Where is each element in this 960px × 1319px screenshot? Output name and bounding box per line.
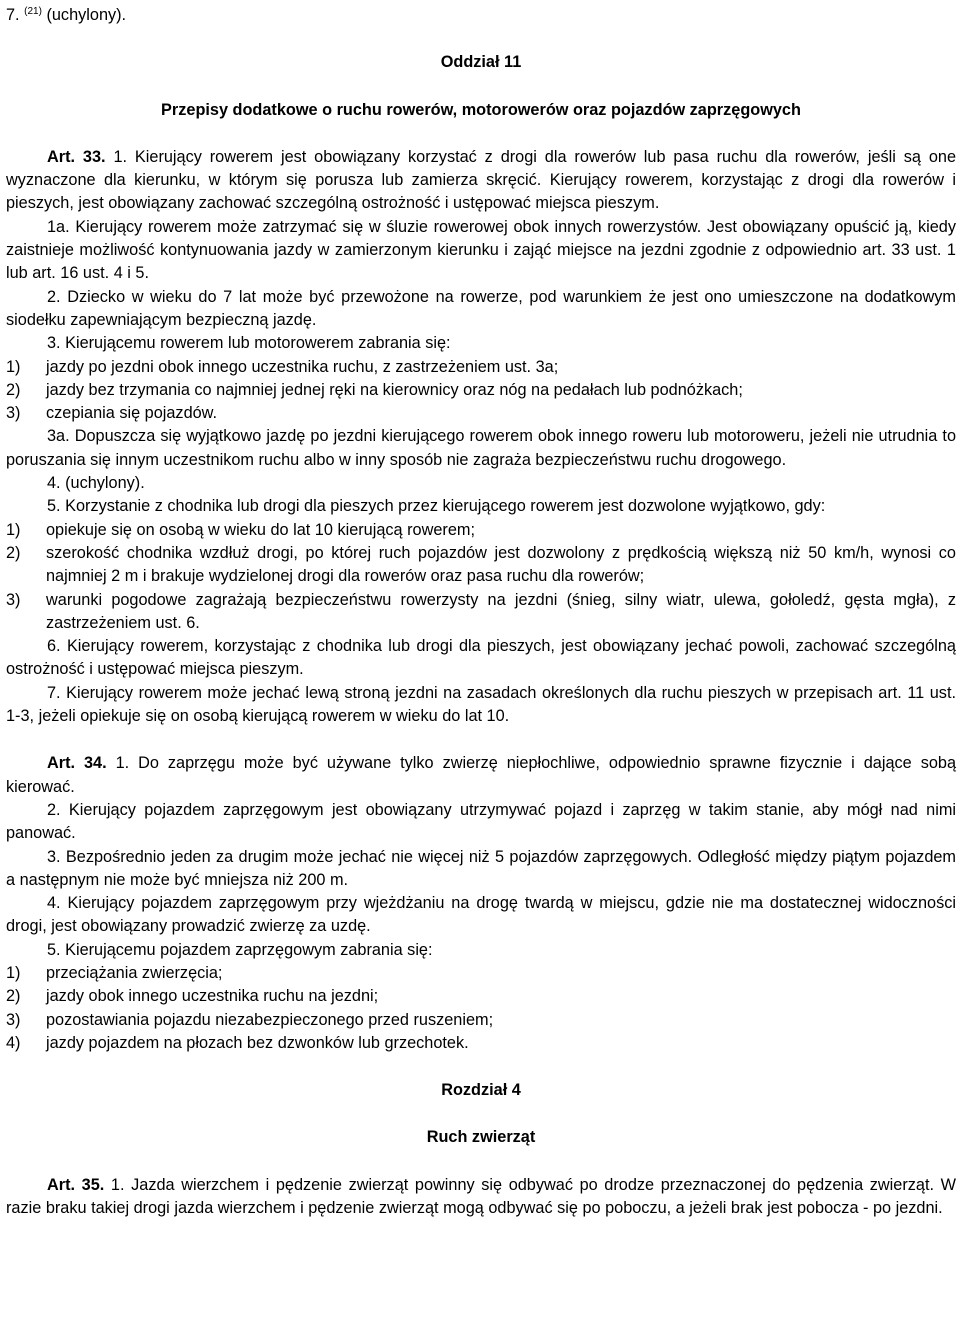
- art33-p1: [6, 146, 956, 216]
- list-number: 4): [6, 1033, 21, 1052]
- list-number: 1): [6, 520, 21, 539]
- list-text: opiekuje się on osobą w wieku do lat 10 kierującą rowerem;: [46, 520, 475, 539]
- art35-label: Art. 35.: [47, 1175, 105, 1194]
- document-page: [6, 4, 956, 1220]
- art34-label: Art. 34.: [47, 754, 107, 773]
- list-text: warunki pogodowe zagrażają bezpieczeństwu rowerzysty na jezdni (śnieg, silny wiatr, ulewa, gołoledź, gęsta mgła), z zastrzeżeniem ust. 6.: [46, 590, 956, 632]
- list-number: 2): [6, 987, 21, 1006]
- art33-p1a: 1a. Kierujący rowerem może zatrzymać się w śluzie rowerowej obok innych rowerzystów. Jest obowiązany opuścić ją, kiedy zaistnieje możliwość kontynuowania jazdy w zamierzonym kierunku i zająć miejsce na jezdni zgodnie z odpowiednio art. 33 ust. 1 lub art. 16 ust. 4 i 5.: [6, 217, 956, 283]
- art33-p3-item: [6, 379, 956, 402]
- art33-p3-item: [6, 356, 956, 379]
- art34-p3: 3. Bezpośrednio jeden za drugim może jechać nie więcej niż 5 pojazdów zaprzęgowych. Odległość między piątym pojazdem a następnym nie może być mniejsza niż 200 m.: [6, 847, 956, 889]
- list-number: 2): [6, 543, 21, 562]
- chapter-title: Rozdział 4: [441, 1081, 521, 1100]
- art33-p3: 3. Kierującemu rowerem lub motorowerem zabrania się:: [47, 334, 451, 353]
- art33-p2: 2. Dziecko w wieku do 7 lat może być przewożone na rowerze, pod warunkiem że jest ono umieszczone na dodatkowym siodełku zapewniającym bezpieczną jazdę.: [6, 287, 956, 329]
- art33-p5-item: [6, 589, 956, 636]
- list-number: 3): [6, 590, 21, 609]
- list-number: 3): [6, 1010, 21, 1029]
- header-status: (uchylony).: [46, 6, 127, 24]
- art34-p5-item: [6, 1009, 956, 1032]
- list-text: pozostawiania pojazdu niezabezpieczonego przed ruszeniem;: [46, 1010, 494, 1029]
- art33-p6: 6. Kierujący rowerem, korzystając z chodnika lub drogi dla pieszych, jest obowiązany jechać powoli, zachować szczególną ostrożność i ustępować miejsca pieszym.: [6, 637, 956, 679]
- list-number: 2): [6, 380, 21, 399]
- art34-p1: [6, 752, 956, 799]
- list-text: jazdy po jezdni obok innego uczestnika ruchu, z zastrzeżeniem ust. 3a;: [46, 357, 559, 376]
- list-text: czepiania się pojazdów.: [46, 404, 218, 423]
- art34-p5: 5. Kierującemu pojazdem zaprzęgowym zabrania się:: [47, 940, 433, 959]
- art34-p5-item: [6, 985, 956, 1008]
- list-text: jazdy pojazdem na płozach bez dzwonków lub grzechotek.: [46, 1033, 469, 1052]
- list-number: 3): [6, 404, 21, 423]
- section-subtitle: Przepisy dodatkowe o ruchu rowerów, motorowerów oraz pojazdów zaprzęgowych: [161, 100, 801, 119]
- chapter-subtitle: Ruch zwierząt: [426, 1128, 536, 1147]
- header-line: [6, 4, 956, 27]
- art33-p1-text: 1. Kierujący rowerem jest obowiązany korzystać z drogi dla rowerów lub pasa ruchu dla rowerów, jeśli są one wyznaczone dla kierunku, w którym się porusza lub zamierza skręcić. Kierujący rowerem, korzystając z drogi dla rowerów i pieszych, jest obowiązany zachować szczególną ostrożność i ustępować miejsca pieszym.: [6, 147, 957, 213]
- art33-label: Art. 33.: [47, 147, 106, 166]
- art33-p5: 5. Korzystanie z chodnika lub drogi dla pieszych przez kierującego rowerem jest dozwolone wyjątkowo, gdy:: [47, 497, 826, 516]
- header-footnote-ref: (21): [24, 6, 42, 17]
- list-number: 1): [6, 963, 21, 982]
- list-number: 1): [6, 357, 21, 376]
- header-number: 7.: [6, 6, 20, 24]
- art34-p2: 2. Kierujący pojazdem zaprzęgowym jest obowiązany utrzymywać pojazd i zaprzęg w takim stanie, aby mógł nad nimi panować.: [6, 800, 956, 843]
- art33-p7: 7. Kierujący rowerem może jechać lewą stroną jezdni na zasadach określonych dla ruchu pieszych w przepisach art. 11 ust. 1-3, jeżeli opiekuje się on osobą kierującą rowerem w wieku do lat 10.: [6, 683, 956, 726]
- art33-p5-item: [6, 542, 956, 589]
- list-text: przeciążania zwierzęcia;: [46, 963, 223, 982]
- art33-p4: 4. (uchylony).: [47, 474, 145, 493]
- art34-p1-text: 1. Do zaprzęgu może być używane tylko zwierzę niepłochliwe, odpowiednio sprawne fizycznie i dające sobą kierować.: [6, 754, 956, 796]
- art33-p5-item: [6, 519, 956, 542]
- section-title: Oddział 11: [440, 53, 522, 72]
- list-text: szerokość chodnika wzdłuż drogi, po której ruch pojazdów jest dozwolony z prędkością większą niż 50 km/h, wynosi co najmniej 2 m i brakuje wydzielonej drogi dla rowerów oraz pasa ruchu dla rowerów;: [46, 543, 956, 586]
- art34-p4: 4. Kierujący pojazdem zaprzęgowym przy wjeżdżaniu na drogę twardą w miejscu, gdzie nie ma dostatecznej widoczności drogi, jest obowiązany prowadzić zwierzę za uzdę.: [6, 894, 956, 936]
- art34-p5-item: [6, 962, 956, 985]
- list-text: jazdy obok innego uczestnika ruchu na jezdni;: [46, 987, 379, 1006]
- art35-p1: [6, 1174, 956, 1221]
- art34-p5-item: [6, 1032, 956, 1055]
- art33-p3-item: [6, 402, 956, 425]
- list-text: jazdy bez trzymania co najmniej jednej ręki na kierownicy oraz nóg na pedałach lub podnóżkach;: [46, 380, 743, 399]
- art33-p3a: 3a. Dopuszcza się wyjątkowo jazdę po jezdni kierującego rowerem obok innego roweru lub motoroweru, jeżeli nie utrudnia to poruszania się innym uczestnikom ruchu albo w inny sposób nie zagraża bezpieczeństwu ruchu drogowego.: [6, 427, 956, 469]
- art35-p1-text: 1. Jazda wierzchem i pędzenie zwierząt powinny się odbywać po drodze przeznaczonej do pędzenia zwierząt. W razie braku takiej drogi jazda wierzchem i pędzenie zwierząt mogą odbywać się po poboczu, a jeżeli brak jest pobocza - po jezdni.: [6, 1175, 956, 1218]
